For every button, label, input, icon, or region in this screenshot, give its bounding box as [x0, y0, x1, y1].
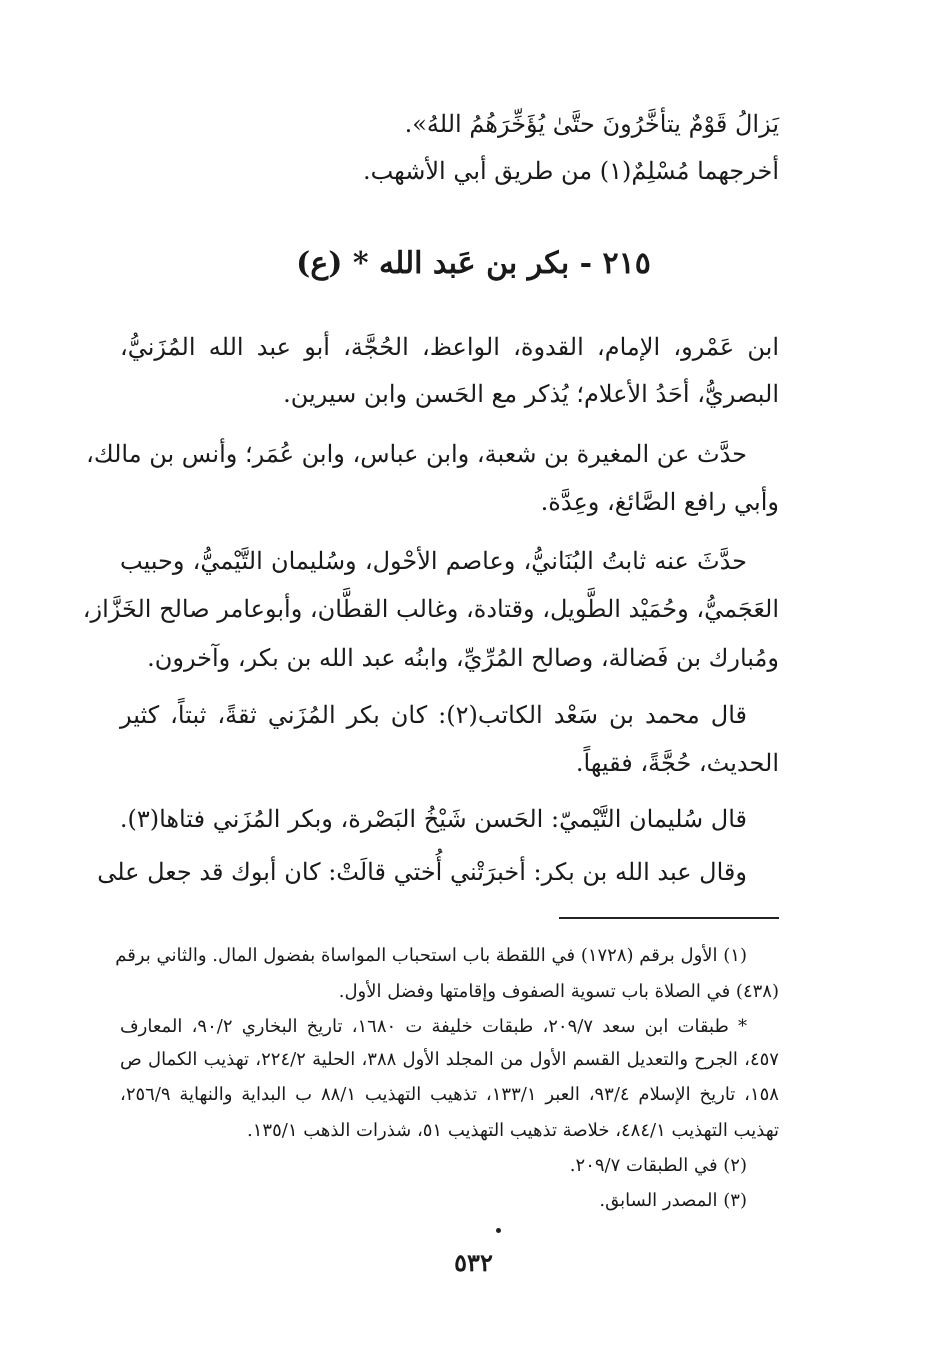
page-number: ٥٣٢ — [454, 1248, 493, 1277]
footnote-line: ٤٥٧، الجرح والتعديل القسم الأول من المجلد الأول ٣٨٨، الحلية ٢٢٤/٢، تهذيب الكمال ص — [120, 1049, 779, 1070]
footnote-line: (٢) في الطبقات ٢٠٩/٧. — [569, 1155, 747, 1176]
text-line: وقال عبد الله بن بكر: أخبرَتْني أُختي قالَتْ: كان أبوك قد جعل على — [97, 858, 747, 886]
footnote-line: * طبقات ابن سعد ٢٠٩/٧، طبقات خليفة ت ١٦٨٠، تاريخ البخاري ٩٠/٢، المعارف — [120, 1016, 747, 1037]
footnote-line: (٣) المصدر السابق. — [599, 1190, 747, 1211]
text-line: ابن عَمْرو، الإمام، القدوة، الواعظ، الحُجَّة، أبو عبد الله المُزَنيُّ، — [120, 333, 779, 361]
footnote-line: تهذيب التهذيب ٤٨٤/١، خلاصة تذهيب التهذيب ٥١، شذرات الذهب ١٣٥/١. — [247, 1120, 779, 1141]
footnote-separator — [559, 917, 779, 919]
text-line: قال محمد بن سَعْد الكاتب(٢): كان بكر المُزَني ثقةً، ثبتاً، كثير — [120, 701, 747, 729]
text-line-top-2: أخرجهما مُسْلِمٌ(١) من طريق أبي الأشهب. — [362, 157, 779, 185]
text-line: العَجَميُّ، وحُمَيْد الطَّويل، وقتادة، وغالب القطَّان، وأبوعامر صالح الخَزَّاز، — [82, 595, 779, 623]
text-line: حدَّثَ عنه ثابتُ البُنَانيُّ، وعاصم الأحْول، وسُليمان التَّيْميُّ، وحبيب — [120, 547, 747, 575]
footnote-line: ١٥٨، تاريخ الإسلام ٩٣/٤، العبر ١٣٣/١، تذهيب التهذيب ٨٨/١ ب البداية والنهاية ٢٥٦/٩، — [120, 1084, 779, 1105]
footnote-line: (٤٣٨) في الصلاة باب تسوية الصفوف وإقامتها وفضل الأول. — [338, 981, 779, 1002]
entry-title: ٢١٥ - بكر بن عَبد الله * (ع) — [296, 246, 651, 281]
text-line: قال سُليمان التَّيْميّ: الحَسن شَيْخُ البَصْرة، وبكر المُزَني فتاها(٣). — [119, 805, 747, 833]
text-line: البصريُّ، أحَدُ الأعلام؛ يُذكر مع الحَسن وابن سيرين. — [283, 380, 779, 408]
text-line: وأبي رافع الصَّائغ، وعِدَّة. — [540, 488, 779, 516]
footnote-line: (١) الأول برقم (١٧٢٨) في اللقطة باب استحباب المواساة بفضول المال. والثاني برقم — [115, 945, 747, 966]
text-line-top-1: يَزالُ قَوْمٌ يتأخَّرُونَ حتَّىٰ يُؤَخِّرَهُمُ اللهُ». — [404, 110, 779, 138]
text-line: ومُبارك بن فَضالة، وصالح المُرِّيِّ، وابنُه عبد الله بن بكر، وآخرون. — [147, 644, 779, 672]
page-mark-dot — [496, 1228, 501, 1233]
text-line: الحديث، حُجَّةً، فقيهاً. — [575, 749, 779, 777]
text-line: حدَّث عن المغيرة بن شعبة، وابن عباس، وابن عُمَر؛ وأنس بن مالك، — [86, 440, 747, 468]
